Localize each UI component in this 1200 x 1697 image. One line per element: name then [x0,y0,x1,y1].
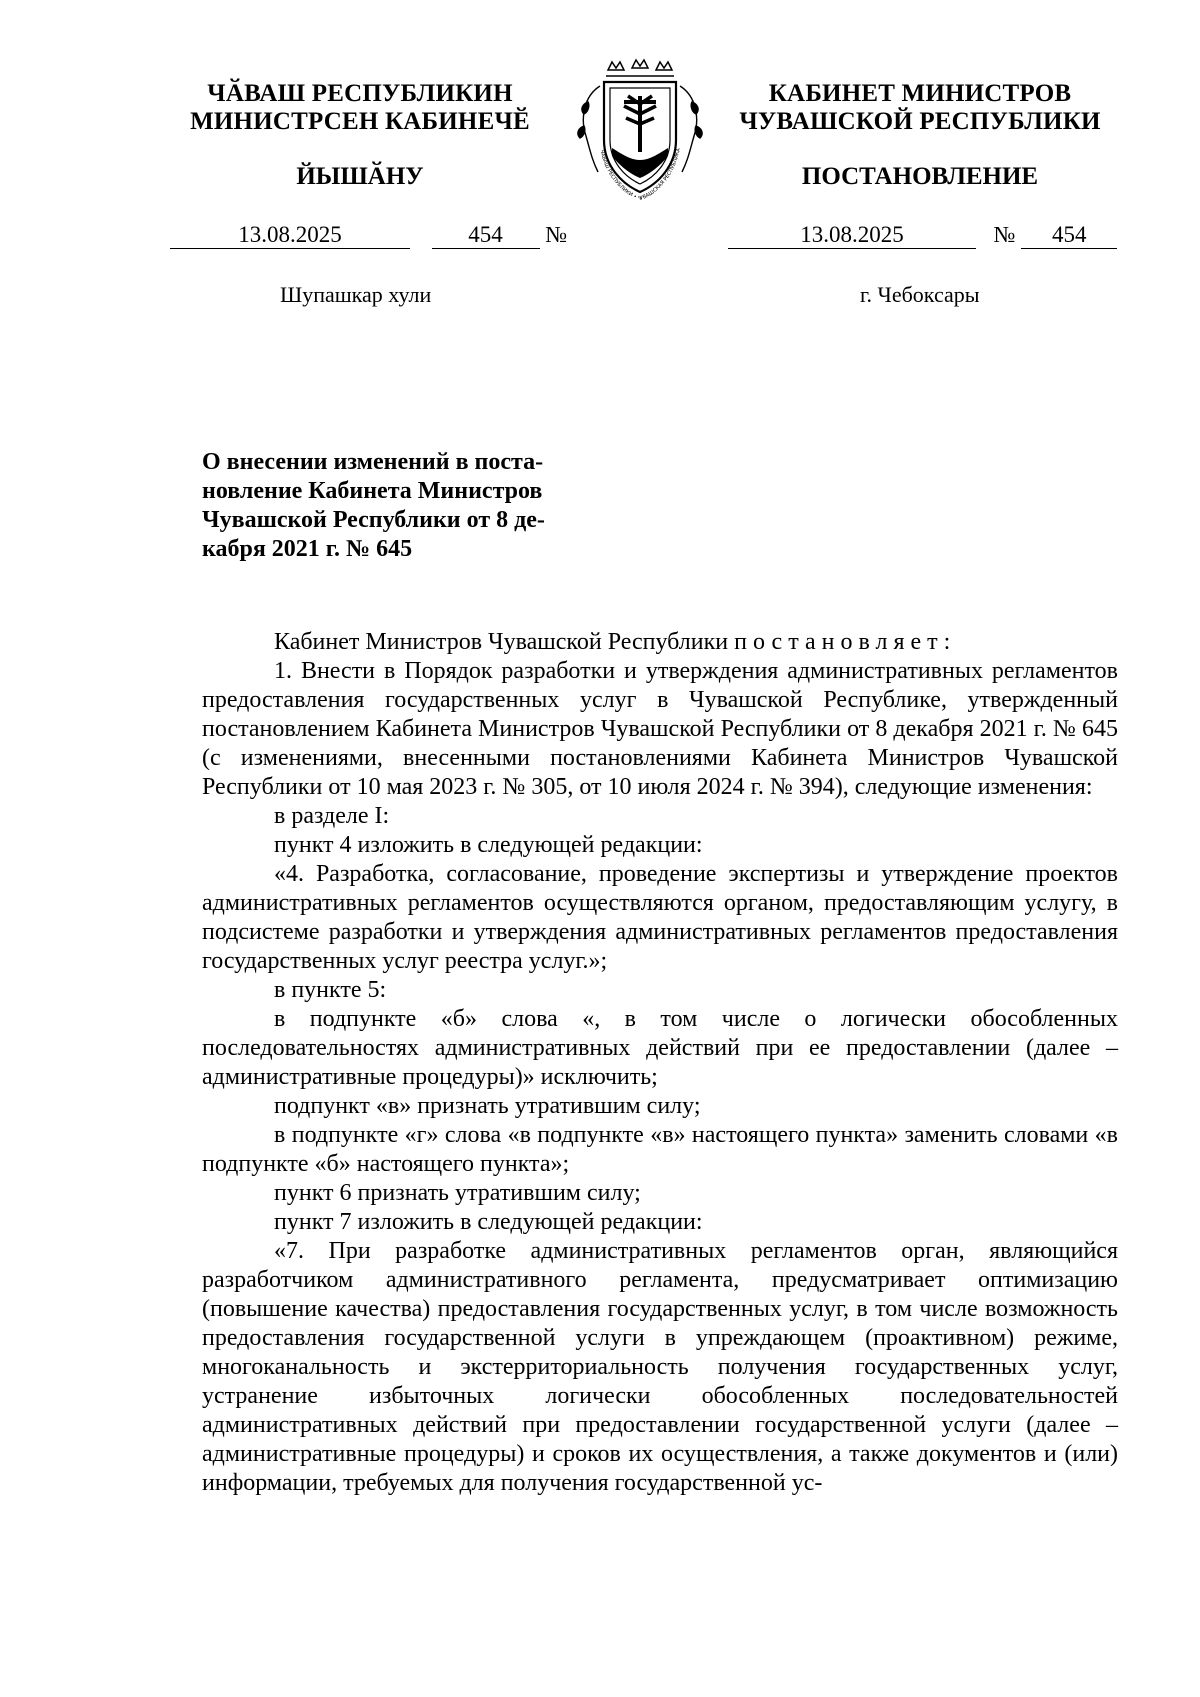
body-intro [202,628,1118,657]
document-body [202,628,1118,1498]
right-city: г. Чебоксары [860,282,980,307]
subject-line: новление Кабинета Министров [202,478,543,504]
body-paragraph: в пункте 5: [274,977,387,1003]
subject-line: Чувашской Республики от 8 де- [202,507,545,533]
right-date-number-line [728,222,1117,249]
left-date: 13.08.2025 [170,222,410,249]
subject-line: кабря 2021 г. № 645 [202,536,413,562]
left-date-number-line [170,222,567,249]
emblem-ribbon-text: ЧӐВАШ РЕСПУБЛИКИ • ЧУВАШСКАЯ РЕСПУБЛИКА [598,147,682,203]
right-number: 454 [1021,222,1117,249]
body-paragraph: пункт 7 изложить в следующей редакции: [274,1209,703,1235]
body-paragraph: в разделе I: [274,803,390,829]
right-date: 13.08.2025 [728,222,976,249]
right-number-sign: № [993,222,1016,247]
body-paragraph: 1. Внести в Порядок разработки и утверждения административных регламентов предоставления государственных услуг в Чувашской Республике, утвержденный постановлением Кабинета Министров Чувашской Республики от 8 декабря 2021 г. № 645 (с изменениями, внесенными постановлениями Кабинета Министров Чувашской Республики от 10 мая 2023 г. № 305, от 10 июля 2024 г. № 394), следующие изменения: [202,658,1118,800]
left-org-line1: ЧӐВАШ РЕСПУБЛИКИН [207,80,513,107]
left-org-line2: МИНИСТРСЕН КАБИНЕЧӖ [190,108,530,135]
emblem-crowns [606,60,674,76]
left-organization-name [160,80,560,136]
left-number: 454 [432,222,540,249]
subject-line: О внесении изменений в поста- [202,449,544,475]
right-org-line1: КАБИНЕТ МИНИСТРОВ [768,80,1072,107]
left-doc-type: ЙЫШӐНУ [296,163,424,190]
right-organization-name [720,80,1120,136]
coat-of-arms-emblem [570,56,710,206]
left-city: Шупашкар хули [280,282,432,307]
body-paragraph: подпункт «в» признать утратившим силу; [274,1093,701,1119]
body-paragraph: «7. При разработке административных регламентов орган, являющийся разработчиком административного регламента, предусматривает оптимизацию (повышение качества) предоставления государственных услуг, в том числе возможность предоставления государственной услуги в упреждающем (проактивном) режиме, многоканальность и экстерриториальность получения государственных услуг, устранение избыточных логически обособленных последовательностей административных действий при предоставлении государственной услуги (далее – административные процедуры) и сроков их осуществления, а также документов и (или) информации, требуемых для получения государственной ус- [202,1238,1118,1496]
left-number-sign: № [545,222,568,247]
body-paragraph: пункт 4 изложить в следующей редакции: [274,832,703,858]
right-org-line2: ЧУВАШСКОЙ РЕСПУБЛИКИ [739,108,1101,135]
body-paragraph: в подпункте «б» слова «, в том числе о логически обособленных последовательностях административных действий при ее предоставлении (далее – административные процедуры)» исключить; [202,1006,1118,1090]
right-doc-type: ПОСТАНОВЛЕНИЕ [801,163,1039,190]
body-paragraph: «4. Разработка, согласование, проведение экспертизы и утверждение проектов административных регламентов осуществляются органом, предоставляющим услугу, в подсистеме разработки и утверждения административных регламентов предоставления государственных услуг реестра услуг.»; [202,861,1118,974]
body-paragraph: в подпункте «г» слова «в подпункте «в» настоящего пункта» заменить словами «в подпункте «б» настоящего пункта»; [202,1122,1118,1177]
document-subject [202,448,594,564]
body-paragraph: пункт 6 признать утратившим силу; [274,1180,641,1206]
intro-verb: постановляет: [734,629,957,655]
intro-text: Кабинет Министров Чувашской Республики [274,629,729,655]
